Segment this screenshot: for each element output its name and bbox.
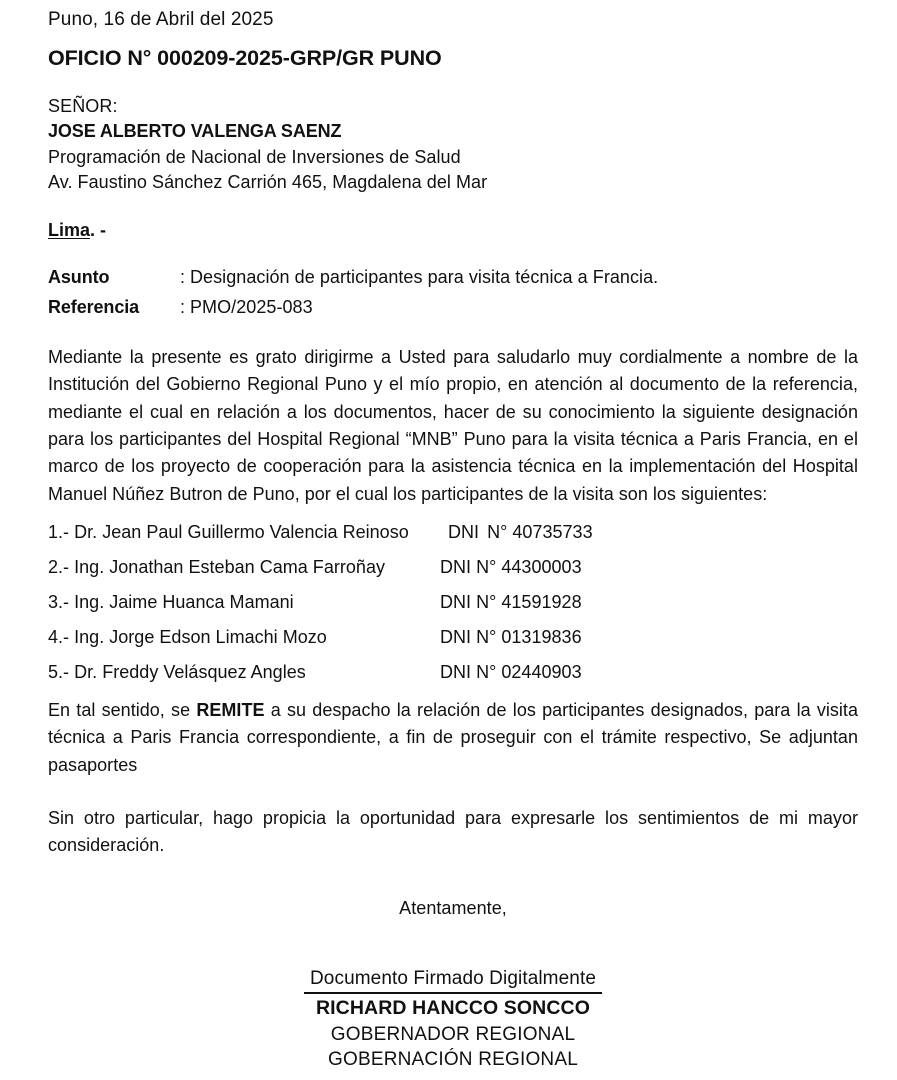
participant-index: 1.-	[48, 521, 70, 542]
document-meta-table	[48, 267, 858, 318]
body-remite-paragraph	[48, 697, 858, 779]
document-number: OFICIO N° 000209-2025-GRP/GR PUNO	[48, 45, 442, 70]
signature-block	[48, 967, 858, 1073]
recipient-organization: Programación de Nacional de Inversiones de Salud	[48, 146, 461, 167]
participant-dni	[440, 662, 858, 683]
participant-dni	[440, 592, 858, 613]
meta-label-referencia: Referencia	[48, 296, 140, 317]
closing-sincerely: Atentamente,	[399, 897, 507, 918]
participant-name	[48, 662, 440, 683]
recipient-city-suffix: . -	[90, 219, 107, 240]
signature-office: GOBERNACIÓN REGIONAL	[328, 1049, 578, 1071]
body-intro-paragraph: Mediante la presente es grato dirigirme a Usted para saludarlo muy cordialmente a nombre de la Institución del Gobierno Regional Puno y el mío propio, en atención al documento de la referencia, mediante el cual en relación a los documentos, hacer de su conocimiento la siguiente designación para los participantes del Hospital Regional “MNB” Puno para la visita técnica a Paris Francia, en el marco de los proyecto de cooperación para la asistencia técnica en la implementación del Hospital Manuel Núñez Butron de Puno, por el cual los participantes de la visita son los siguientes:	[48, 346, 858, 504]
participant-fullname: Dr. Freddy Velásquez Angles	[74, 661, 306, 682]
participant-name	[48, 557, 440, 578]
body-final-paragraph: Sin otro particular, hago propicia la oportunidad para expresarle los sentimientos de mi mayor consideración.	[48, 808, 858, 856]
participant-dni	[448, 522, 858, 543]
dni-number: 01319836	[501, 626, 582, 647]
participant-fullname: Ing. Jaime Huanca Mamani	[74, 591, 294, 612]
participant-dni	[440, 627, 858, 648]
meta-label-asunto: Asunto	[48, 266, 110, 287]
dni-gap	[479, 522, 487, 542]
meta-separator-asunto: :	[180, 266, 186, 287]
dni-symbol: N°	[476, 556, 497, 577]
remite-text-before: En tal sentido, se	[48, 699, 197, 720]
meta-row-referencia	[48, 297, 858, 318]
participant-name	[48, 522, 448, 543]
closing-block	[48, 898, 858, 919]
recipient-block	[48, 94, 858, 196]
participant-row	[48, 557, 858, 578]
participant-fullname: Ing. Jorge Edson Limachi Mozo	[74, 626, 327, 647]
participant-index: 5.-	[48, 661, 70, 682]
participant-index: 3.-	[48, 591, 70, 612]
meta-value-referencia: PMO/2025-083	[190, 296, 313, 317]
dni-number: 44300003	[501, 556, 582, 577]
signature-digital-notice: Documento Firmado Digitalmente	[304, 967, 602, 995]
dni-label: DNI	[440, 591, 472, 612]
dni-label: DNI	[440, 661, 472, 682]
dni-number: 02440903	[501, 661, 582, 682]
dni-symbol: N°	[476, 661, 497, 682]
recipient-city: Lima	[48, 219, 91, 240]
participant-row	[48, 522, 858, 543]
meta-row-asunto	[48, 267, 858, 288]
meta-separator-referencia: :	[180, 296, 186, 317]
participant-index: 4.-	[48, 626, 70, 647]
dni-symbol: N°	[476, 626, 497, 647]
participant-row	[48, 592, 858, 613]
signature-digital-notice-wrap	[48, 967, 858, 995]
document-date: Puno, 16 de Abril del 2025	[48, 9, 274, 30]
participant-name	[48, 592, 440, 613]
meta-value-asunto: Designación de participantes para visita técnica a Francia.	[190, 266, 659, 287]
participant-index: 2.-	[48, 556, 70, 577]
remite-text-after: a su despacho la relación de los participantes designados, para la visita técnica a Paris Francia correspondiente, a fin de proseguir con el trámite respectivo, Se adjuntan pasaportes	[48, 699, 858, 775]
dni-number: 40735733	[512, 521, 593, 542]
signature-name: RICHARD HANCCO SONCCO	[315, 997, 590, 1020]
participant-row	[48, 627, 858, 648]
signature-role: GOBERNADOR REGIONAL	[330, 1023, 576, 1045]
dni-number: 41591928	[501, 591, 582, 612]
participants-list	[48, 522, 858, 683]
participant-fullname: Dr. Jean Paul Guillermo Valencia Reinoso	[74, 521, 409, 542]
participant-dni	[440, 557, 858, 578]
recipient-salutation: SEÑOR:	[48, 95, 118, 116]
dni-symbol: N°	[476, 591, 497, 612]
dni-symbol: N°	[487, 521, 508, 542]
participant-name	[48, 627, 440, 648]
participant-row	[48, 662, 858, 683]
recipient-address: Av. Faustino Sánchez Carrión 465, Magdalena del Mar	[48, 172, 488, 193]
recipient-city-line	[48, 220, 858, 241]
remite-emphasis: REMITE	[196, 699, 265, 720]
dni-label: DNI	[440, 626, 472, 647]
participant-fullname: Ing. Jonathan Esteban Cama Farroñay	[74, 556, 385, 577]
recipient-name: JOSE ALBERTO VALENGA SAENZ	[48, 121, 342, 142]
dni-label: DNI	[448, 521, 480, 542]
dni-label: DNI	[440, 556, 472, 577]
